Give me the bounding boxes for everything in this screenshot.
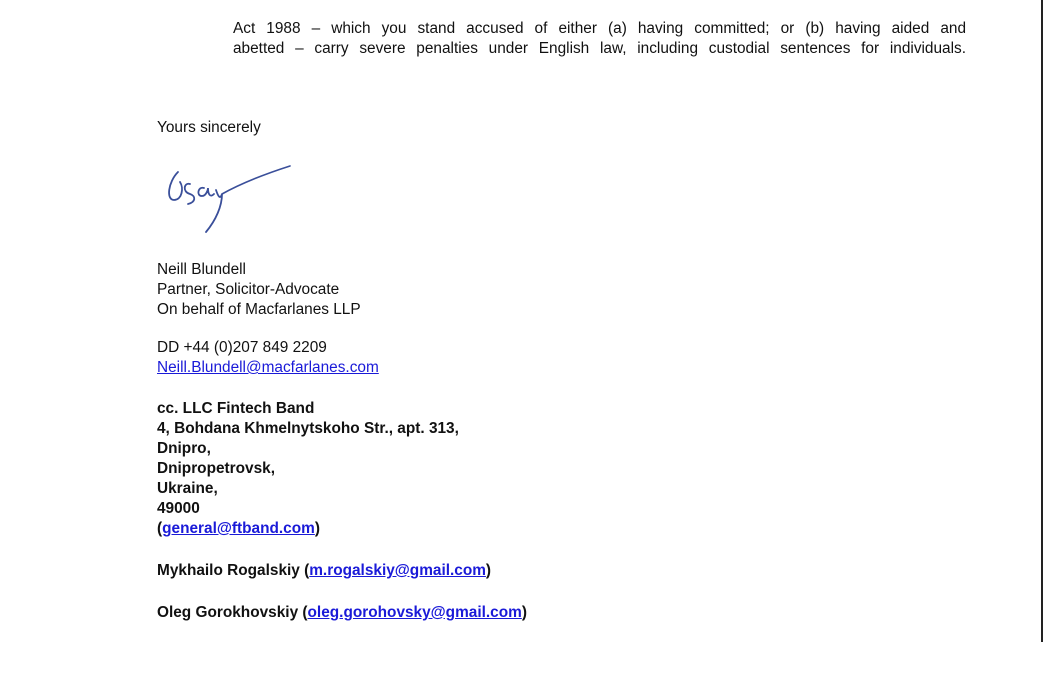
- cc-email-link[interactable]: general@ftband.com: [162, 520, 315, 537]
- cc-address-line: Dnipropetrovsk,: [157, 460, 276, 477]
- cc-address-line: Ukraine,: [157, 480, 218, 497]
- paragraph-line: abetted – carry severe penalties under English law, including custodial sentences for individuals.: [233, 40, 966, 57]
- recipient-name: Mykhailo Rogalskiy: [157, 562, 300, 579]
- signatory-firm: On behalf of Macfarlanes LLP: [157, 301, 361, 318]
- recipient-row: Mykhailo Rogalskiy (m.rogalskiy@gmail.com): [157, 562, 492, 579]
- cc-email-row: (general@ftband.com): [157, 520, 320, 537]
- recipient-name: Oleg Gorokhovskiy: [157, 604, 299, 621]
- signature-block: [157, 260, 379, 378]
- signatory-email-link[interactable]: Neill.Blundell@macfarlanes.com: [157, 359, 379, 376]
- paragraph-line: Act 1988 – which you stand accused of either (a) having committed; or (b) having aided and: [233, 20, 966, 37]
- cc-block: [157, 399, 527, 623]
- body-paragraph: [233, 19, 966, 59]
- recipient-row: Oleg Gorokhovskiy (oleg.gorohovsky@gmail.com): [157, 604, 527, 621]
- cc-address-line: Dnipro,: [157, 440, 211, 457]
- closing-salutation: Yours sincerely: [157, 119, 261, 136]
- signatory-phone: DD +44 (0)207 849 2209: [157, 339, 327, 356]
- recipient-email-link[interactable]: m.rogalskiy@gmail.com: [309, 562, 486, 579]
- cc-address-line: 49000: [157, 500, 200, 517]
- signatory-name: Neill Blundell: [157, 261, 246, 278]
- cc-address-line: 4, Bohdana Khmelnytskoho Str., apt. 313,: [157, 420, 459, 437]
- signatory-title: Partner, Solicitor-Advocate: [157, 281, 340, 298]
- page-edge-line: [1041, 0, 1043, 642]
- cc-company: cc. LLC Fintech Band: [157, 400, 315, 417]
- handwritten-signature: [160, 160, 300, 240]
- recipient-email-link[interactable]: oleg.gorohovsky@gmail.com: [307, 604, 522, 621]
